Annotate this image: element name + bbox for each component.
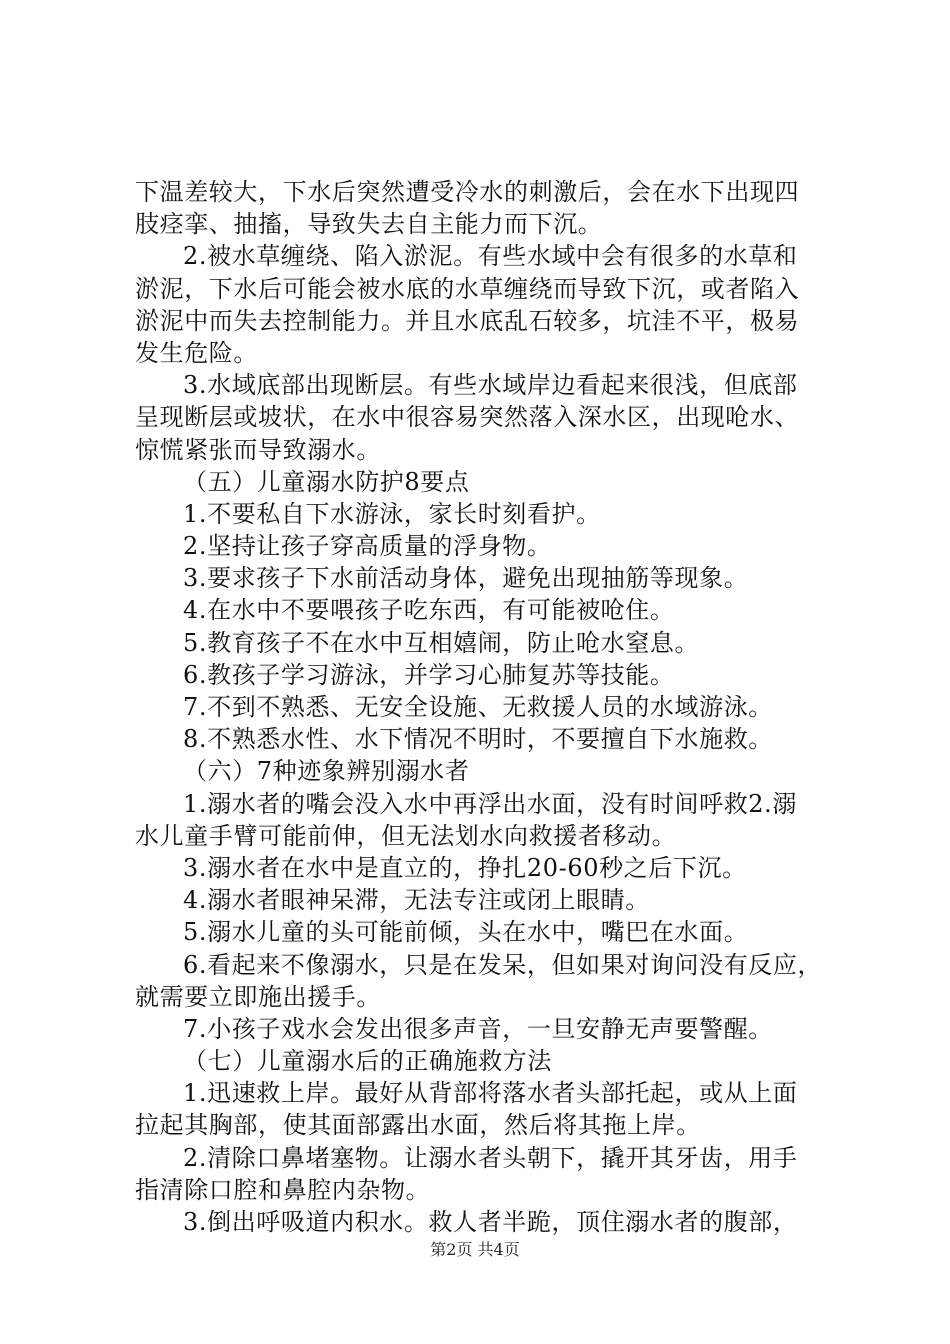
text-line: 指清除口腔和鼻腔内杂物。 xyxy=(135,1175,431,1204)
text-line: 3.溺水者在水中是直立的，挣扎20-60秒之后下沉。 xyxy=(183,853,747,882)
text-line: 6.教孩子学习游泳，并学习心肺复苏等技能。 xyxy=(183,660,675,689)
text-line: 2.坚持让孩子穿高质量的浮身物。 xyxy=(183,532,552,561)
text-line: 呈现断层或坡状，在水中很容易突然落入深水区，出现呛水、 xyxy=(135,403,800,432)
text-line: 发生危险。 xyxy=(135,338,258,367)
text-line: 就需要立即施出援手。 xyxy=(135,982,381,1011)
text-line: 惊慌紧张而导致溺水。 xyxy=(135,435,381,464)
text-line: 1.迅速救上岸。最好从背部将落水者头部托起，或从上面 xyxy=(183,1079,798,1108)
text-line: 3.倒出呼吸道内积水。救人者半跪，顶住溺水者的腹部， xyxy=(183,1208,798,1236)
text-line: （六）7种迹象辨别溺水者 xyxy=(183,757,470,786)
text-line: 1.溺水者的嘴会没入水中再浮出水面，没有时间呼救2.溺 xyxy=(183,789,797,818)
page-footer: 第2页 共4页 xyxy=(430,1240,520,1259)
text-line: 7.不到不熟悉、无安全设施、无救援人员的水域游泳。 xyxy=(183,693,773,721)
text-line: 5.溺水儿童的头可能前倾，头在水中，嘴巴在水面。 xyxy=(183,918,749,947)
text-line: 水儿童手臂可能前伸，但无法划水向救援者移动。 xyxy=(135,821,677,850)
text-line: （五）儿童溺水防护8要点 xyxy=(183,467,470,496)
text-line: 肢痉挛、抽搐，导致失去自主能力而下沉。 xyxy=(135,210,603,239)
text-line: 4.在水中不要喂孩子吃东西，有可能被呛住。 xyxy=(183,596,675,625)
text-line: 淤泥，下水后可能会被水底的水草缠绕而导致下沉，或者陷入 xyxy=(135,274,800,303)
text-line: 5.教育孩子不在水中互相嬉闹，防止呛水窒息。 xyxy=(183,628,700,657)
text-line: 7.小孩子戏水会发出很多声音，一旦安静无声要警醒。 xyxy=(183,1014,773,1043)
text-line: 8.不熟悉水性、水下情况不明时，不要擅自下水施救。 xyxy=(183,725,773,754)
text-line: 1.不要私自下水游泳，家长时刻看护。 xyxy=(183,499,601,528)
text-line: 淤泥中而失去控制能力。并且水底乱石较多，坑洼不平，极易 xyxy=(135,306,800,335)
text-line: 拉起其胸部，使其面部露出水面，然后将其拖上岸。 xyxy=(135,1111,701,1140)
text-line: 2.清除口鼻堵塞物。让溺水者头朝下，撬开其牙齿，用手 xyxy=(183,1143,798,1172)
text-line: 2.被水草缠绕、陷入淤泥。有些水域中会有很多的水草和 xyxy=(183,242,798,271)
text-line: （七）儿童溺水后的正确施救方法 xyxy=(183,1047,552,1076)
text-line: 3.要求孩子下水前活动身体，避免出现抽筋等现象。 xyxy=(183,564,749,593)
text-line: 6.看起来不像溺水，只是在发呆，但如果对询问没有反应， xyxy=(183,950,823,979)
text-line: 4.溺水者眼神呆滞，无法专注或闭上眼睛。 xyxy=(183,886,650,915)
document-body xyxy=(135,176,835,1238)
text-line: 下温差较大，下水后突然遭受冷水的刺激后，会在水下出现四 xyxy=(135,178,800,206)
text-line: 3.水域底部出现断层。有些水域岸边看起来很浅，但底部 xyxy=(183,371,798,400)
